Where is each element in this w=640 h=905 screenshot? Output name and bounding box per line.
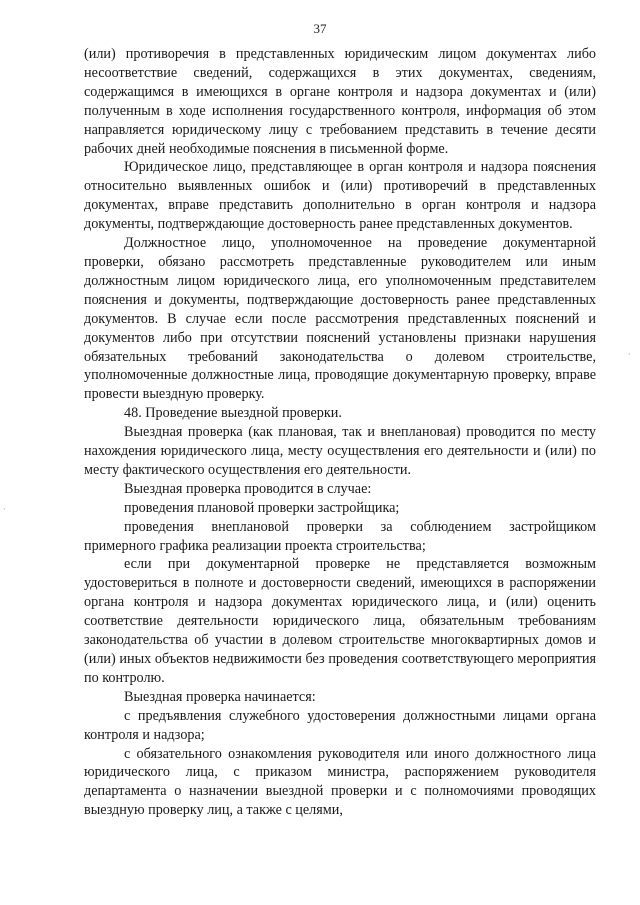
page-number: 37 xyxy=(313,21,327,36)
paragraph: Выездная проверка (как плановая, так и внеплановая) проводится по месту нахождения юридического лица, месту осуществления его деятельности и (или) по месту фактического осуществления его деятельности. xyxy=(84,424,596,478)
scan-margin-mark: · xyxy=(3,505,6,514)
list-item: с обязательного ознакомления руководителя или иного должностного лица юридического лица, с приказом министра, распоряжением руководителя департамента о назначении выездной проверки и с полномочиями проводящих выездную проверку лиц, а также с целями, xyxy=(84,745,596,819)
paragraph: Должностное лицо, уполномоченное на проведение документарной проверки, обязано рассмотреть представленные руководителем или иным должностным лицом юридического лица, его уполномоченным представителем пояснения и документы, подтверждающие достоверность ранее представленных документов. В случае если после рассмотрения представленных пояснений и документов либо при отсутствии пояснений установлены признаки нарушения обязательных требований законодательства о долевом строительстве, уполномоченные должностные лица, проводящие документарную проверку, вправе провести выездную проверку. xyxy=(84,235,596,403)
paragraph-continuation: (или) противоречия в представленных юридическим лицом документах либо несоответствие сведений, содержащихся в этих документах, сведениям, содержащимся в имеющихся в органе контроля и надзора документах и (или) полученным в ходе исполнения государственного контроля, информация об этом направляется юридическому лицу с требованием представить в течение десяти рабочих дней необходимые пояснения в письменной форме. xyxy=(84,46,596,157)
paragraph: Юридическое лицо, представляющее в орган контроля и надзора пояснения относительно выявленных ошибок и (или) противоречий в представленных документах, вправе представить дополнительно в орган контроля и надзора документы, подтверждающие достоверность ранее представленных документов. xyxy=(84,159,596,233)
paragraph: Выездная проверка начинается: xyxy=(124,688,316,705)
list-item: проведения внеплановой проверки за соблюдением застройщиком примерного графика реализации проекта строительства; xyxy=(84,518,596,554)
section-heading-48: 48. Проведение выездной проверки. xyxy=(124,405,342,422)
list-item: если при документарной проверке не представляется возможным удостовериться в полноте и достоверности сведений, имеющихся в распоряжении органа контроля и надзора документах юридического лица, и (или) оценить соответствие деятельности юридического лица, обязательным требованиям законодательства об участии в долевом строительстве многоквартирных домов и (или) иных объектов недвижимости без проведения соответствующего мероприятия по контролю. xyxy=(84,556,596,686)
list-item: проведения плановой проверки застройщика; xyxy=(124,499,400,516)
body-text xyxy=(84,45,596,820)
paragraph: Выездная проверка проводится в случае: xyxy=(124,480,372,497)
list-item: с предъявления служебного удостоверения должностными лицами органа контроля и надзора; xyxy=(84,707,596,743)
scan-margin-mark: · xyxy=(628,350,631,359)
